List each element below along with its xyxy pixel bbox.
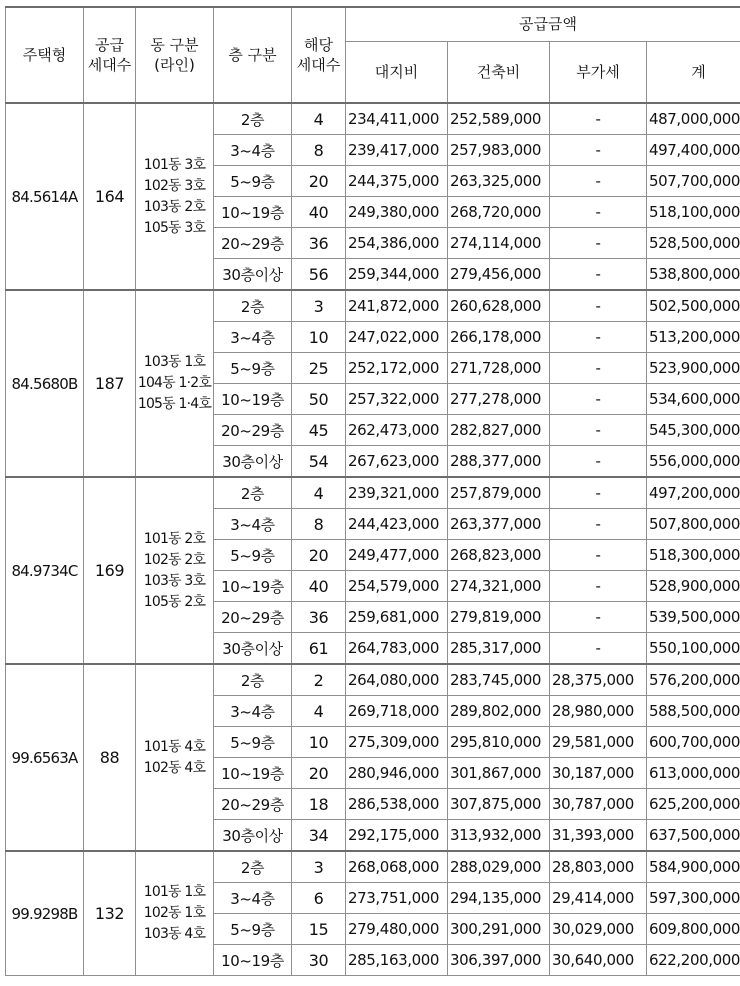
cell-total: 588,500,000 xyxy=(647,696,740,727)
cell-floor-units: 36 xyxy=(292,228,346,259)
cell-floor-units: 6 xyxy=(292,883,346,914)
table-row xyxy=(6,477,740,509)
cell-floor-units: 18 xyxy=(292,789,346,820)
cell-total: 600,700,000 xyxy=(647,727,740,758)
cell-vat: 28,375,000 xyxy=(550,664,647,696)
cell-building-cost: 279,819,000 xyxy=(448,602,550,633)
cell-land-cost: 262,473,000 xyxy=(346,415,448,446)
cell-building-cost: 271,728,000 xyxy=(448,353,550,384)
cell-building-cost: 288,029,000 xyxy=(448,851,550,883)
cell-building-lines xyxy=(136,477,214,664)
cell-vat: - xyxy=(550,446,647,478)
cell-housing-type: 84.5680B xyxy=(6,290,84,477)
cell-vat: - xyxy=(550,103,647,135)
cell-total: 576,200,000 xyxy=(647,664,740,696)
cell-floor: 2층 xyxy=(214,103,292,135)
building-line-item: 101동 4호 xyxy=(143,738,206,755)
housing-type-group xyxy=(6,290,740,477)
cell-floor: 30층이상 xyxy=(214,259,292,291)
building-line-item: 105동 2호 xyxy=(143,593,206,610)
cell-land-cost: 279,480,000 xyxy=(346,914,448,945)
header-floor-units: 해당 세대수 xyxy=(292,7,346,104)
cell-total: 637,500,000 xyxy=(647,820,740,852)
table-row xyxy=(6,664,740,696)
supply-price-table xyxy=(5,6,740,976)
header-building-line: 동 구분 (라인) xyxy=(136,7,214,104)
building-line-item: 102동 2호 xyxy=(143,551,206,568)
building-line-item: 103동 3호 xyxy=(143,572,206,589)
cell-land-cost: 286,538,000 xyxy=(346,789,448,820)
cell-land-cost: 254,386,000 xyxy=(346,228,448,259)
cell-floor: 5~9층 xyxy=(214,540,292,571)
cell-land-cost: 292,175,000 xyxy=(346,820,448,852)
cell-vat: 30,640,000 xyxy=(550,945,647,976)
cell-floor-units: 3 xyxy=(292,851,346,883)
cell-vat: 28,980,000 xyxy=(550,696,647,727)
cell-building-lines xyxy=(136,103,214,290)
cell-floor-units: 40 xyxy=(292,197,346,228)
cell-land-cost: 249,477,000 xyxy=(346,540,448,571)
header-floor: 층 구분 xyxy=(214,7,292,104)
cell-supply-units: 187 xyxy=(84,290,136,477)
cell-total: 556,000,000 xyxy=(647,446,740,478)
cell-building-cost: 257,983,000 xyxy=(448,135,550,166)
cell-total: 497,200,000 xyxy=(647,477,740,509)
cell-housing-type: 99.9298B xyxy=(6,851,84,976)
cell-building-cost: 263,377,000 xyxy=(448,509,550,540)
cell-floor: 30층이상 xyxy=(214,446,292,478)
housing-type-group xyxy=(6,477,740,664)
cell-building-cost: 300,291,000 xyxy=(448,914,550,945)
cell-building-cost: 306,397,000 xyxy=(448,945,550,976)
building-line-item: 103동 4호 xyxy=(143,926,206,942)
cell-building-cost: 283,745,000 xyxy=(448,664,550,696)
cell-vat: 29,414,000 xyxy=(550,883,647,914)
cell-floor: 5~9층 xyxy=(214,727,292,758)
cell-total: 523,900,000 xyxy=(647,353,740,384)
cell-floor-units: 10 xyxy=(292,727,346,758)
cell-total: 518,300,000 xyxy=(647,540,740,571)
cell-total: 597,300,000 xyxy=(647,883,740,914)
cell-supply-units: 169 xyxy=(84,477,136,664)
cell-floor-units: 4 xyxy=(292,103,346,135)
cell-floor: 3~4층 xyxy=(214,696,292,727)
cell-housing-type: 99.6563A xyxy=(6,664,84,851)
cell-vat: - xyxy=(550,477,647,509)
cell-building-cost: 301,867,000 xyxy=(448,758,550,789)
cell-land-cost: 241,872,000 xyxy=(346,290,448,322)
cell-floor-units: 56 xyxy=(292,259,346,291)
cell-housing-type: 84.9734C xyxy=(6,477,84,664)
cell-land-cost: 244,375,000 xyxy=(346,166,448,197)
cell-floor: 20~29층 xyxy=(214,602,292,633)
cell-total: 584,900,000 xyxy=(647,851,740,883)
cell-floor: 10~19층 xyxy=(214,197,292,228)
cell-building-cost: 289,802,000 xyxy=(448,696,550,727)
cell-total: 528,500,000 xyxy=(647,228,740,259)
cell-building-cost: 274,114,000 xyxy=(448,228,550,259)
header-type: 주택형 xyxy=(6,7,84,104)
cell-floor: 10~19층 xyxy=(214,384,292,415)
cell-floor: 30층이상 xyxy=(214,820,292,852)
cell-floor: 20~29층 xyxy=(214,228,292,259)
cell-building-cost: 294,135,000 xyxy=(448,883,550,914)
header-building-cost: 건축비 xyxy=(448,42,550,104)
cell-floor-units: 15 xyxy=(292,914,346,945)
header-supply-units: 공급 세대수 xyxy=(84,7,136,104)
cell-land-cost: 264,080,000 xyxy=(346,664,448,696)
header-land-cost: 대지비 xyxy=(346,42,448,104)
cell-floor-units: 20 xyxy=(292,540,346,571)
cell-land-cost: 257,322,000 xyxy=(346,384,448,415)
cell-vat: - xyxy=(550,415,647,446)
building-line-item: 102동 4호 xyxy=(143,759,206,776)
cell-building-cost: 274,321,000 xyxy=(448,571,550,602)
cell-vat: - xyxy=(550,571,647,602)
cell-floor-units: 10 xyxy=(292,322,346,353)
cell-vat: - xyxy=(550,259,647,291)
cell-floor: 20~29층 xyxy=(214,415,292,446)
cell-supply-units: 164 xyxy=(84,103,136,290)
cell-vat: - xyxy=(550,228,647,259)
cell-floor-units: 8 xyxy=(292,509,346,540)
cell-building-cost: 260,628,000 xyxy=(448,290,550,322)
cell-building-cost: 277,278,000 xyxy=(448,384,550,415)
cell-building-lines xyxy=(136,664,214,851)
cell-land-cost: 252,172,000 xyxy=(346,353,448,384)
cell-vat: 28,803,000 xyxy=(550,851,647,883)
cell-land-cost: 239,417,000 xyxy=(346,135,448,166)
cell-floor: 30층이상 xyxy=(214,633,292,665)
cell-total: 550,100,000 xyxy=(647,633,740,665)
cell-land-cost: 234,411,000 xyxy=(346,103,448,135)
cell-floor: 10~19층 xyxy=(214,571,292,602)
cell-floor: 2층 xyxy=(214,851,292,883)
cell-building-cost: 257,879,000 xyxy=(448,477,550,509)
cell-land-cost: 280,946,000 xyxy=(346,758,448,789)
cell-land-cost: 239,321,000 xyxy=(346,477,448,509)
cell-floor: 2층 xyxy=(214,290,292,322)
cell-total: 518,100,000 xyxy=(647,197,740,228)
cell-floor-units: 3 xyxy=(292,290,346,322)
cell-floor-units: 30 xyxy=(292,945,346,976)
cell-building-cost: 285,317,000 xyxy=(448,633,550,665)
cell-floor: 5~9층 xyxy=(214,353,292,384)
cell-vat: - xyxy=(550,197,647,228)
cell-vat: 30,029,000 xyxy=(550,914,647,945)
cell-total: 497,400,000 xyxy=(647,135,740,166)
cell-floor-units: 40 xyxy=(292,571,346,602)
building-line-item: 105동 1·4호 xyxy=(137,396,212,412)
table-row xyxy=(6,851,740,883)
cell-floor: 3~4층 xyxy=(214,883,292,914)
cell-vat: - xyxy=(550,602,647,633)
cell-building-cost: 282,827,000 xyxy=(448,415,550,446)
cell-land-cost: 259,681,000 xyxy=(346,602,448,633)
table-header xyxy=(6,7,740,104)
cell-land-cost: 268,068,000 xyxy=(346,851,448,883)
building-line-item: 104동 1·2호 xyxy=(137,375,212,391)
cell-floor-units: 2 xyxy=(292,664,346,696)
cell-land-cost: 264,783,000 xyxy=(346,633,448,665)
housing-type-group xyxy=(6,103,740,290)
header-total: 계 xyxy=(647,42,740,104)
cell-building-cost: 288,377,000 xyxy=(448,446,550,478)
cell-floor-units: 4 xyxy=(292,696,346,727)
cell-floor-units: 34 xyxy=(292,820,346,852)
cell-total: 622,200,000 xyxy=(647,945,740,976)
cell-floor: 2층 xyxy=(214,477,292,509)
cell-total: 545,300,000 xyxy=(647,415,740,446)
cell-building-cost: 313,932,000 xyxy=(448,820,550,852)
cell-land-cost: 273,751,000 xyxy=(346,883,448,914)
cell-floor: 2층 xyxy=(214,664,292,696)
building-line-item: 103동 2호 xyxy=(143,198,206,215)
cell-floor-units: 36 xyxy=(292,602,346,633)
cell-vat: - xyxy=(550,166,647,197)
cell-land-cost: 285,163,000 xyxy=(346,945,448,976)
cell-vat: 31,393,000 xyxy=(550,820,647,852)
cell-vat: 30,187,000 xyxy=(550,758,647,789)
cell-building-cost: 268,823,000 xyxy=(448,540,550,571)
header-vat: 부가세 xyxy=(550,42,647,104)
cell-housing-type: 84.5614A xyxy=(6,103,84,290)
cell-land-cost: 247,022,000 xyxy=(346,322,448,353)
cell-land-cost: 259,344,000 xyxy=(346,259,448,291)
building-line-item: 103동 1호 xyxy=(143,354,206,370)
cell-vat: - xyxy=(550,322,647,353)
building-line-item: 101동 2호 xyxy=(143,530,206,547)
building-line-item: 101동 1호 xyxy=(143,884,206,900)
cell-floor-units: 50 xyxy=(292,384,346,415)
cell-floor: 3~4층 xyxy=(214,322,292,353)
cell-total: 513,200,000 xyxy=(647,322,740,353)
cell-total: 507,800,000 xyxy=(647,509,740,540)
cell-vat: 30,787,000 xyxy=(550,789,647,820)
cell-building-cost: 252,589,000 xyxy=(448,103,550,135)
cell-vat: - xyxy=(550,509,647,540)
cell-floor-units: 61 xyxy=(292,633,346,665)
cell-vat: - xyxy=(550,384,647,415)
housing-type-group xyxy=(6,851,740,976)
cell-total: 613,000,000 xyxy=(647,758,740,789)
cell-building-cost: 263,325,000 xyxy=(448,166,550,197)
cell-floor-units: 45 xyxy=(292,415,346,446)
cell-land-cost: 269,718,000 xyxy=(346,696,448,727)
cell-total: 487,000,000 xyxy=(647,103,740,135)
cell-floor-units: 20 xyxy=(292,758,346,789)
cell-total: 538,800,000 xyxy=(647,259,740,291)
header-price-group: 공급금액 xyxy=(346,7,740,42)
cell-vat: 29,581,000 xyxy=(550,727,647,758)
cell-supply-units: 132 xyxy=(84,851,136,976)
cell-land-cost: 254,579,000 xyxy=(346,571,448,602)
cell-total: 534,600,000 xyxy=(647,384,740,415)
cell-land-cost: 275,309,000 xyxy=(346,727,448,758)
cell-vat: - xyxy=(550,633,647,665)
cell-vat: - xyxy=(550,135,647,166)
price-table-container xyxy=(5,6,740,986)
cell-vat: - xyxy=(550,353,647,384)
cell-floor-units: 25 xyxy=(292,353,346,384)
cell-floor: 20~29층 xyxy=(214,789,292,820)
cell-total: 539,500,000 xyxy=(647,602,740,633)
cell-building-lines xyxy=(136,290,214,477)
cell-floor: 3~4층 xyxy=(214,509,292,540)
building-line-item: 102동 3호 xyxy=(143,177,206,194)
cell-floor-units: 4 xyxy=(292,477,346,509)
cell-building-cost: 279,456,000 xyxy=(448,259,550,291)
cell-supply-units: 88 xyxy=(84,664,136,851)
cell-land-cost: 244,423,000 xyxy=(346,509,448,540)
cell-building-cost: 295,810,000 xyxy=(448,727,550,758)
cell-floor: 3~4층 xyxy=(214,135,292,166)
cell-floor: 5~9층 xyxy=(214,166,292,197)
cell-total: 528,900,000 xyxy=(647,571,740,602)
cell-floor: 10~19층 xyxy=(214,945,292,976)
cell-building-cost: 307,875,000 xyxy=(448,789,550,820)
cell-floor: 5~9층 xyxy=(214,914,292,945)
table-row xyxy=(6,290,740,322)
cell-floor-units: 54 xyxy=(292,446,346,478)
table-row xyxy=(6,103,740,135)
cell-total: 609,800,000 xyxy=(647,914,740,945)
cell-land-cost: 249,380,000 xyxy=(346,197,448,228)
cell-floor-units: 8 xyxy=(292,135,346,166)
cell-vat: - xyxy=(550,290,647,322)
cell-total: 507,700,000 xyxy=(647,166,740,197)
table-top-border xyxy=(5,6,740,8)
cell-land-cost: 267,623,000 xyxy=(346,446,448,478)
cell-building-cost: 266,178,000 xyxy=(448,322,550,353)
cell-total: 625,200,000 xyxy=(647,789,740,820)
cell-total: 502,500,000 xyxy=(647,290,740,322)
building-line-item: 102동 1호 xyxy=(143,905,206,921)
housing-type-group xyxy=(6,664,740,851)
cell-vat: - xyxy=(550,540,647,571)
cell-floor-units: 20 xyxy=(292,166,346,197)
building-line-item: 101동 3호 xyxy=(143,156,206,173)
building-line-item: 105동 3호 xyxy=(143,219,206,236)
cell-building-cost: 268,720,000 xyxy=(448,197,550,228)
cell-building-lines xyxy=(136,851,214,976)
cell-floor: 10~19층 xyxy=(214,758,292,789)
